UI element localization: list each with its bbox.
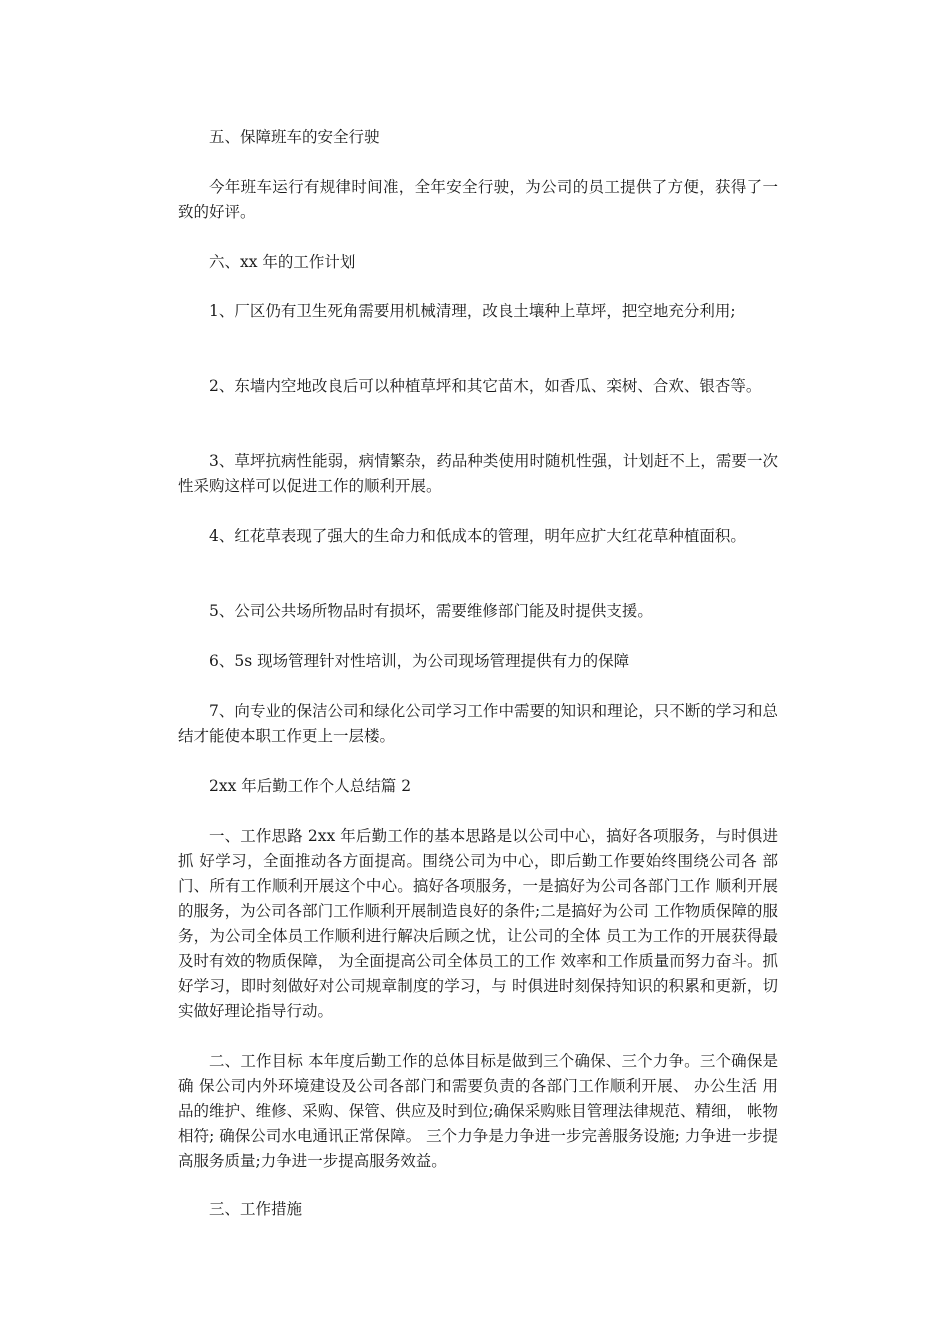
section-heading-work-measures: 三、工作措施 bbox=[209, 1200, 303, 1218]
plan-item-3: 3、草坪抗病性能弱，病情繁杂，药品种类使用时随机性强，计划赶不上，需要一次性采购这样可以促进工作的顺利开展。 bbox=[178, 452, 778, 495]
paragraph-bus-safety: 今年班车运行有规律时间准，全年安全行驶，为公司的员工提供了方便，获得了一致的好评。 bbox=[178, 178, 778, 221]
plan-item-4: 4、红花草表现了强大的生命力和低成本的管理，明年应扩大红花草种植面积。 bbox=[209, 527, 746, 545]
section-heading-bus-safety: 五、保障班车的安全行驶 bbox=[209, 128, 380, 146]
plan-item-5: 5、公司公共场所物品时有损坏，需要维修部门能及时提供支援。 bbox=[209, 602, 653, 620]
paragraph-work-approach: 一、工作思路 2xx 年后勤工作的基本思路是以公司中心，搞好各项服务，与时俱进抓 好学习，全面推动各方面提高。围绕公司为中心，即后勤工作要始终围绕公司各 部门、所有工作顺利开展这个中心。搞好各项服务，一是搞好为公司各部门工作 顺利开展的服务，为公司各部门工作顺利开展制造良好的条件;二是搞好为公司 工作物质保障的服务，为公司全体员工作顺利进行解决后顾之忧，让公司的全体 员工为工作的开展获得最及时有效的物质保障， 为全面提高公司全体员工的工作 效率和工作质量而努力奋斗。抓好学习，即时刻做好对公司规章制度的学习，与 时俱进时刻保持知识的积累和更新，切实做好理论指导行动。 bbox=[178, 827, 778, 1020]
plan-item-2: 2、东墙内空地改良后可以种植草坪和其它苗木，如香瓜、栾树、合欢、银杏等。 bbox=[209, 377, 762, 395]
plan-item-1: 1、厂区仍有卫生死角需要用机械清理，改良土壤种上草坪，把空地充分利用; bbox=[209, 302, 736, 320]
article-title-2: 2xx 年后勤工作个人总结篇 2 bbox=[209, 777, 412, 795]
section-heading-work-plan: 六、xx 年的工作计划 bbox=[209, 253, 356, 271]
plan-item-6: 6、5s 现场管理针对性培训，为公司现场管理提供有力的保障 bbox=[209, 652, 630, 670]
plan-item-7: 7、向专业的保洁公司和绿化公司学习工作中需要的知识和理论，只不断的学习和总结才能使本职工作更上一层楼。 bbox=[178, 702, 778, 745]
paragraph-work-goals: 二、工作目标 本年度后勤工作的总体目标是做到三个确保、三个力争。三个确保是确 保公司内外环境建设及公司各部门和需要负责的各部门工作顺利开展、 办公生活 用品的维护、维修、采购、保管、供应及时到位;确保采购账目管理法律规范、精细， 帐物相符; 确保公司水电通讯正常保障。 三个力争是力争进一步完善服务设施; 力争进一步提高服务质量;力争进一步提高服务效益。 bbox=[178, 1052, 778, 1170]
